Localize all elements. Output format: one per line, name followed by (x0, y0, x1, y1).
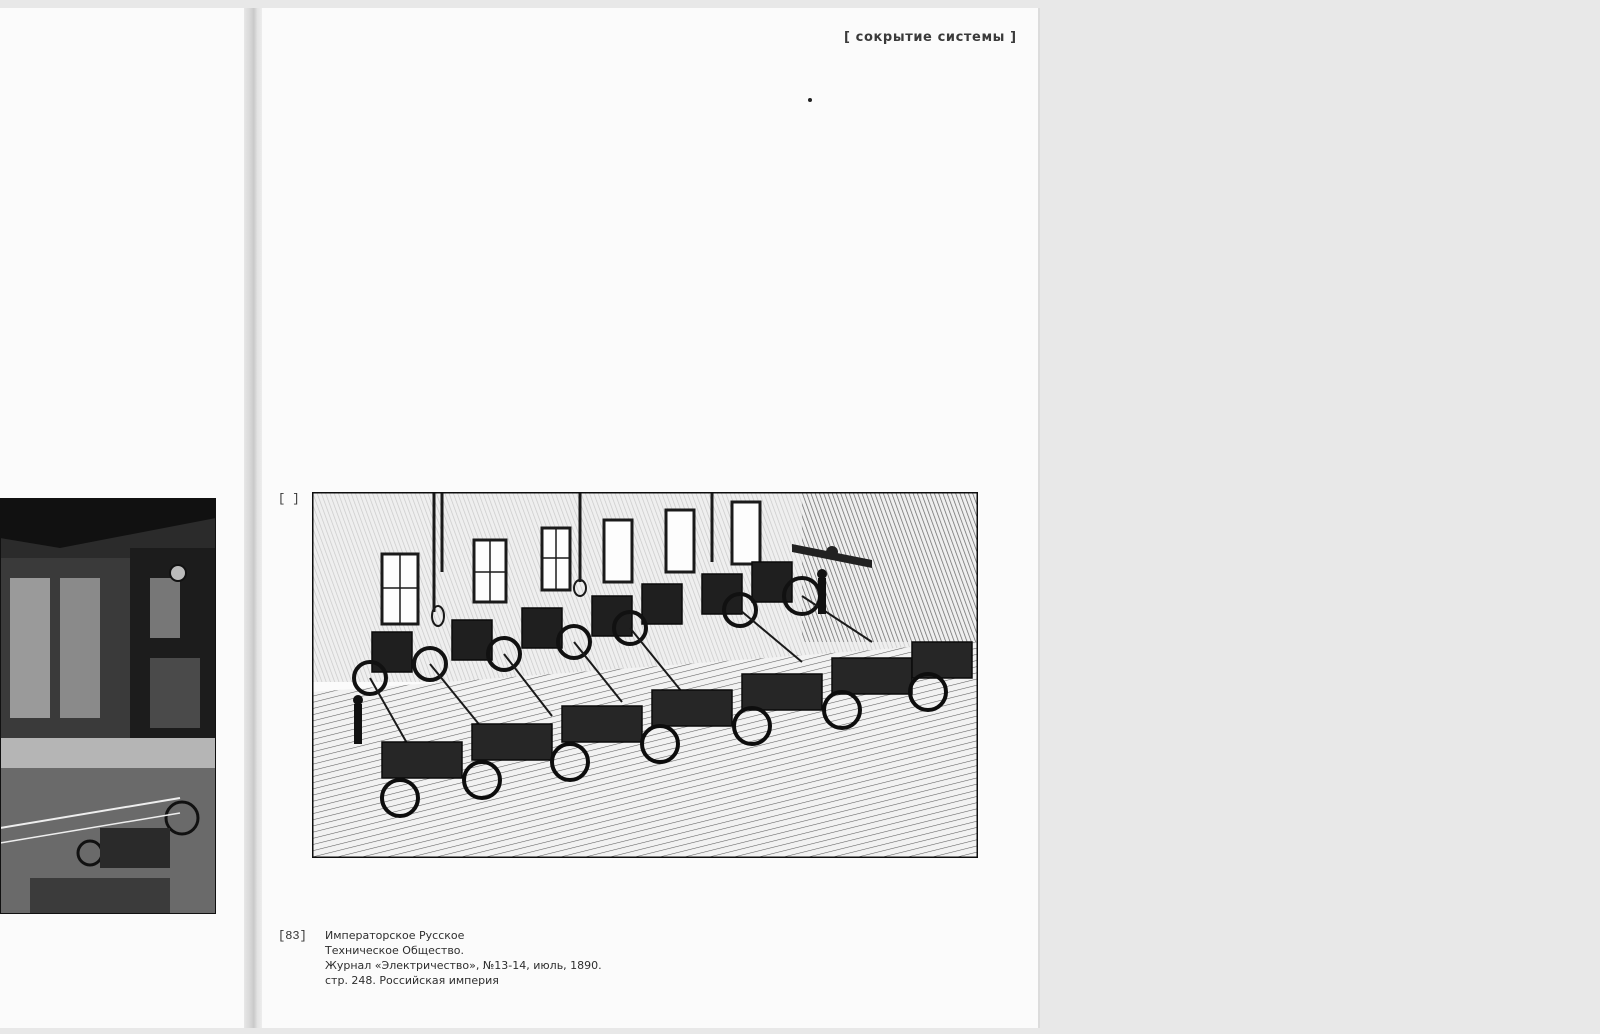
engraving-left-illustration (0, 498, 216, 914)
engraving-machine-hall (312, 492, 978, 858)
figure-caption (325, 928, 685, 988)
caption-line-2: Техническое Общество. (325, 944, 465, 957)
caption-line-3: Журнал «Электричество», №13-14, июль, 1890. (325, 959, 602, 972)
caption-number: [83] (278, 929, 307, 943)
caption-line-1: Императорское Русское (325, 929, 465, 942)
print-speck (808, 98, 812, 102)
caption-line-4: стр. 248. Российская империя (325, 974, 499, 987)
figure-marker: [ ] (278, 492, 300, 506)
section-title: [ сокрытие системы ] (844, 30, 1017, 45)
